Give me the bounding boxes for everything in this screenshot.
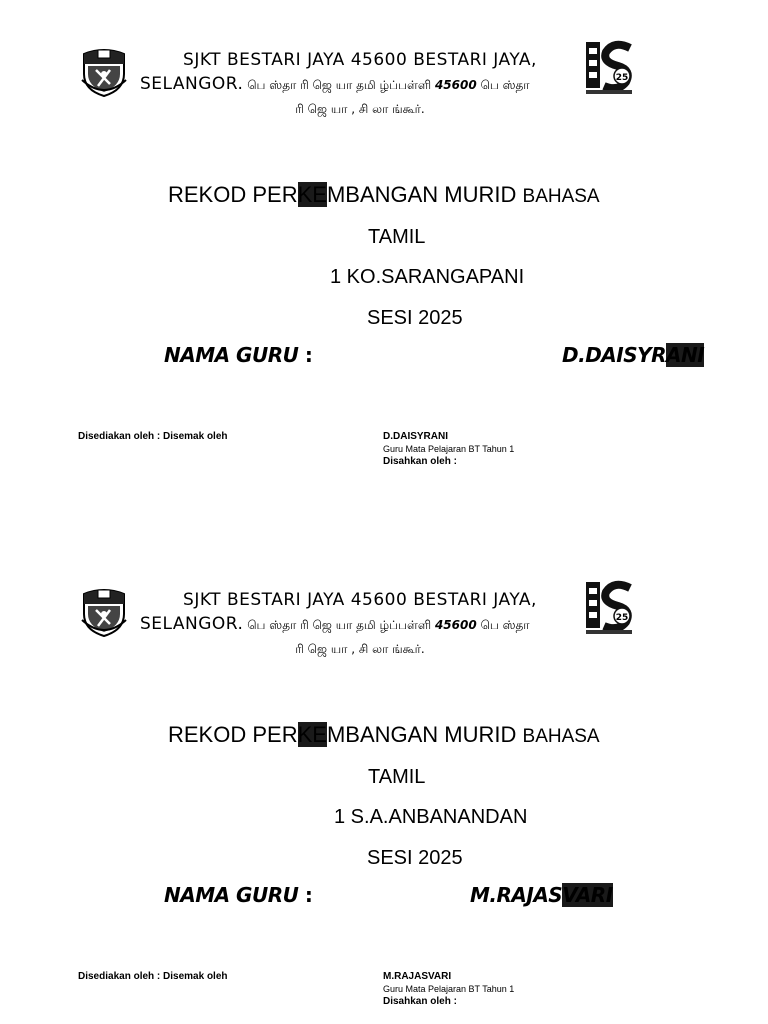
teacher-label-text: NAMA GURU <box>164 343 299 367</box>
school-name-line-1: SJKT BESTARI JAYA 45600 BESTARI JAYA, <box>183 50 537 70</box>
title-highlight: KE <box>297 182 327 207</box>
session-label: SESI 2025 <box>367 307 463 329</box>
prepared-by-label: Disediakan oleh : Disemak oleh <box>78 971 228 982</box>
document-title <box>168 182 600 208</box>
teacher-name <box>470 883 613 907</box>
svg-text:25: 25 <box>615 613 629 623</box>
teacher-name <box>562 343 704 367</box>
approved-by-label: Disahkan oleh : <box>383 996 457 1007</box>
signatory-name: D.DAISYRANI <box>383 431 449 442</box>
class-name: 1 S.A.ANBANANDAN <box>334 806 528 828</box>
teacher-label-colon: : <box>298 343 313 367</box>
school-name-tamil-tail: பெ ஸ்தா <box>476 78 530 92</box>
svg-text:25: 25 <box>615 73 629 83</box>
anniversary-25-logo-icon <box>584 40 634 96</box>
teacher-name-highlight: VARI <box>562 883 613 907</box>
title-part-a: REKOD PER <box>168 182 298 207</box>
title-part-c: MBANGAN MURID <box>326 182 523 207</box>
prepared-by-label: Disediakan oleh : Disemak oleh <box>78 431 228 442</box>
teacher-label <box>164 343 312 367</box>
title-part-d: BAHASA <box>522 726 600 747</box>
signatory-role: Guru Mata Pelajaran BT Tahun 1 <box>383 444 515 454</box>
school-name-tamil: பெ ஸ்தா ரி ஜெ யா தமி ழ்ப்பள்ளி <box>243 78 435 92</box>
postcode: 45600 <box>434 78 477 92</box>
approved-by-label: Disahkan oleh : <box>383 456 457 467</box>
school-name-line-1: SJKT BESTARI JAYA 45600 BESTARI JAYA, <box>183 590 537 610</box>
teacher-name-highlight: ANI <box>666 343 705 367</box>
teacher-label-text: NAMA GURU <box>164 883 299 907</box>
school-crest-icon <box>80 584 128 638</box>
title-part-d: BAHASA <box>522 186 600 207</box>
school-name-line-3: ரி ஜெ யா , சி லா ங்கூர். <box>295 642 425 656</box>
teacher-name-part-a: D.DAISYR <box>562 343 667 367</box>
teacher-label-colon: : <box>298 883 313 907</box>
signatory-name: M.RAJASVARI <box>383 971 452 982</box>
state-name: SELANGOR. <box>140 74 244 94</box>
signatory-role: Guru Mata Pelajaran BT Tahun 1 <box>383 984 515 994</box>
title-part-c: MBANGAN MURID <box>326 722 523 747</box>
school-name-line-3: ரி ஜெ யா , சி லா ங்கூர். <box>295 102 425 116</box>
teacher-label <box>164 883 312 907</box>
session-label: SESI 2025 <box>367 847 463 869</box>
postcode: 45600 <box>434 618 477 632</box>
record-sheet-2 <box>0 540 768 1024</box>
document-title <box>168 722 600 748</box>
subject-name: TAMIL <box>368 226 426 248</box>
school-name-line-2 <box>140 614 580 634</box>
state-name: SELANGOR. <box>140 614 244 634</box>
subject-name: TAMIL <box>368 766 426 788</box>
anniversary-25-logo-icon <box>584 580 634 636</box>
title-part-a: REKOD PER <box>168 722 298 747</box>
school-name-line-2 <box>140 74 580 94</box>
teacher-name-part-a: M.RAJAS <box>470 883 563 907</box>
class-name: 1 KO.SARANGAPANI <box>330 266 525 288</box>
school-name-tamil: பெ ஸ்தா ரி ஜெ யா தமி ழ்ப்பள்ளி <box>243 618 435 632</box>
school-name-tamil-tail: பெ ஸ்தா <box>476 618 530 632</box>
school-crest-icon <box>80 44 128 98</box>
title-highlight: KE <box>297 722 327 747</box>
